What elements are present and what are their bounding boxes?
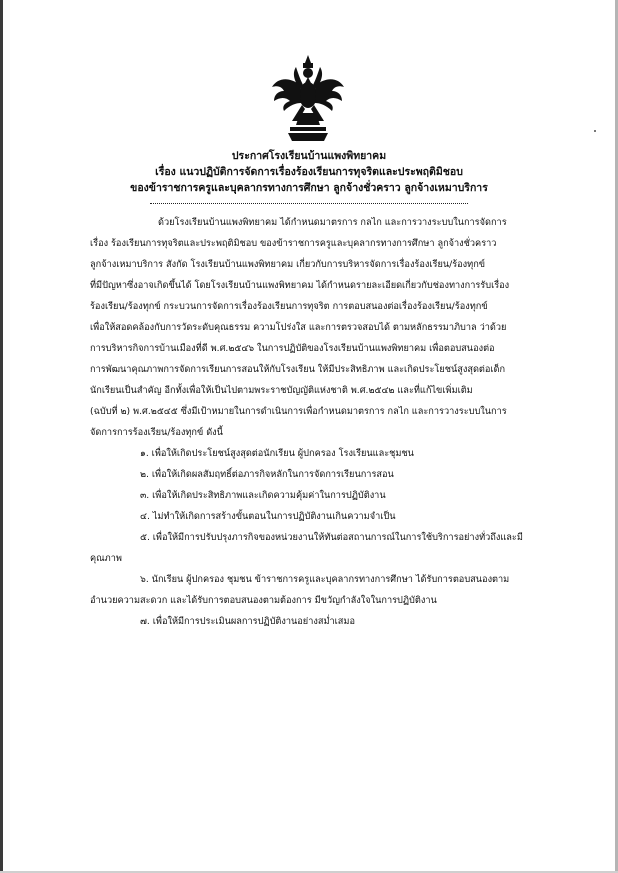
list-item-continued: คุณภาพ xyxy=(90,553,122,564)
list-item: ๒. เพื่อให้เกิดผลสัมฤทธิ์ต่อภารกิจหลักในการจัดการเรียนการสอน xyxy=(140,469,394,480)
paragraph-line: การพัฒนาคุณภาพการจัดการเรียนการสอนให้กับโรงเรียน ให้มีประสิทธิภาพ และเกิดประโยชน์สูงสุดต่อเด็ก xyxy=(90,364,506,375)
paragraph-line: จัดการการร้องเรียน/ร้องทุกข์ ดังนี้ xyxy=(90,427,223,438)
dotted-separator xyxy=(150,203,468,204)
scan-speck xyxy=(594,130,596,132)
paragraph-line: เพื่อให้สอดคล้องกับการวัดระดับคุณธรรม ความโปร่งใส และการตรวจสอบได้ ตามหลักธรรมาภิบาล ว่าด้วย xyxy=(90,322,507,333)
subject-line: เรื่อง แนวปฏิบัติการจัดการเรื่องร้องเรียนการทุจริตและประพฤติมิชอบ xyxy=(155,166,463,178)
announcement-title: ประกาศโรงเรียนบ้านแพงพิทยาคม xyxy=(231,150,387,162)
paragraph-line: ที่มีปัญหาซึ่งอาจเกิดขึ้นได้ โดยโรงเรียนบ้านแพงพิทยาคม ได้กำหนดรายละเอียดเกี่ยวกับช่องทางการรับเรื่อง xyxy=(90,280,510,291)
paragraph-line: เรื่อง ร้องเรียนการทุจริตและประพฤติมิชอบ ของข้าราชการครูและบุคลากรทางการศึกษา ลูกจ้างชั่วคราว xyxy=(90,238,497,249)
paragraph-line: ร้องเรียน/ร้องทุกข์ กระบวนการจัดการเรื่องร้องเรียนการทุจริต การตอบสนองต่อเรื่องร้องเรียน/ร้องทุกข์ xyxy=(90,301,488,312)
list-item: ๑. เพื่อให้เกิดประโยชน์สูงสุดต่อนักเรียน ผู้ปกครอง โรงเรียนและชุมชน xyxy=(140,448,414,459)
paragraph-line: นักเรียนเป็นสำคัญ อีกทั้งเพื่อให้เป็นไปตามพระราชบัญญัติแห่งชาติ พ.ศ.๒๕๔๒ และที่แก้ไขเพิ่มเติม xyxy=(90,385,473,396)
list-item-continued: อำนวยความสะดวก และได้รับการตอบสนองตามต้องการ มีขวัญกำลังใจในการปฏิบัติงาน xyxy=(90,595,437,606)
page-edge-left xyxy=(0,0,3,873)
list-item: ๖. นักเรียน ผู้ปกครอง ชุมชน ข้าราชการครูและบุคลากรทางการศึกษา ได้รับการตอบสนองตาม xyxy=(140,574,510,585)
paragraph-line: การบริหารกิจการบ้านเมืองที่ดี พ.ศ.๒๕๔๖ ในการปฏิบัติของโรงเรียนบ้านแพงพิทยาคม เพื่อตอบสนองต่อ xyxy=(90,343,495,354)
list-item: ๗. เพื่อให้มีการประเมินผลการปฏิบัติงานอย่างสม่ำเสมอ xyxy=(140,616,355,627)
paragraph-line: ด้วยโรงเรียนบ้านแพงพิทยาคม ได้กำหนดมาตรการ กลไก และการวางระบบในการจัดการ xyxy=(158,217,507,228)
list-item: ๔. ไม่ทำให้เกิดการสร้างขั้นตอนในการปฏิบัติงานเกินความจำเป็น xyxy=(140,511,396,522)
list-item: ๓. เพื่อให้เกิดประสิทธิภาพและเกิดความคุ้มค่าในการปฏิบัติงาน xyxy=(140,490,386,501)
paragraph-line: ลูกจ้างเหมาบริการ สังกัด โรงเรียนบ้านแพงพิทยาคม เกี่ยวกับการบริหารจัดการเรื่องร้องเรียน/ร้องทุกข์ xyxy=(90,259,486,270)
subject-line-continued: ของข้าราชการครูและบุคลากรทางการศึกษา ลูกจ้างชั่วคราว ลูกจ้างเหมาบริการ xyxy=(130,182,488,194)
list-item: ๕. เพื่อให้มีการปรับปรุงภารกิจของหน่วยงานให้ทันต่อสถานการณ์ในการใช้บริการอย่างทั่วถึงและมี xyxy=(140,532,523,543)
garuda-emblem-icon xyxy=(270,55,346,141)
paragraph-line: (ฉบับที่ ๒) พ.ศ.๒๕๔๕ ซึ่งมีเป้าหมายในการดำเนินการเพื่อกำหนดมาตรการ กลไก และการวางระบบในการ xyxy=(90,406,507,417)
